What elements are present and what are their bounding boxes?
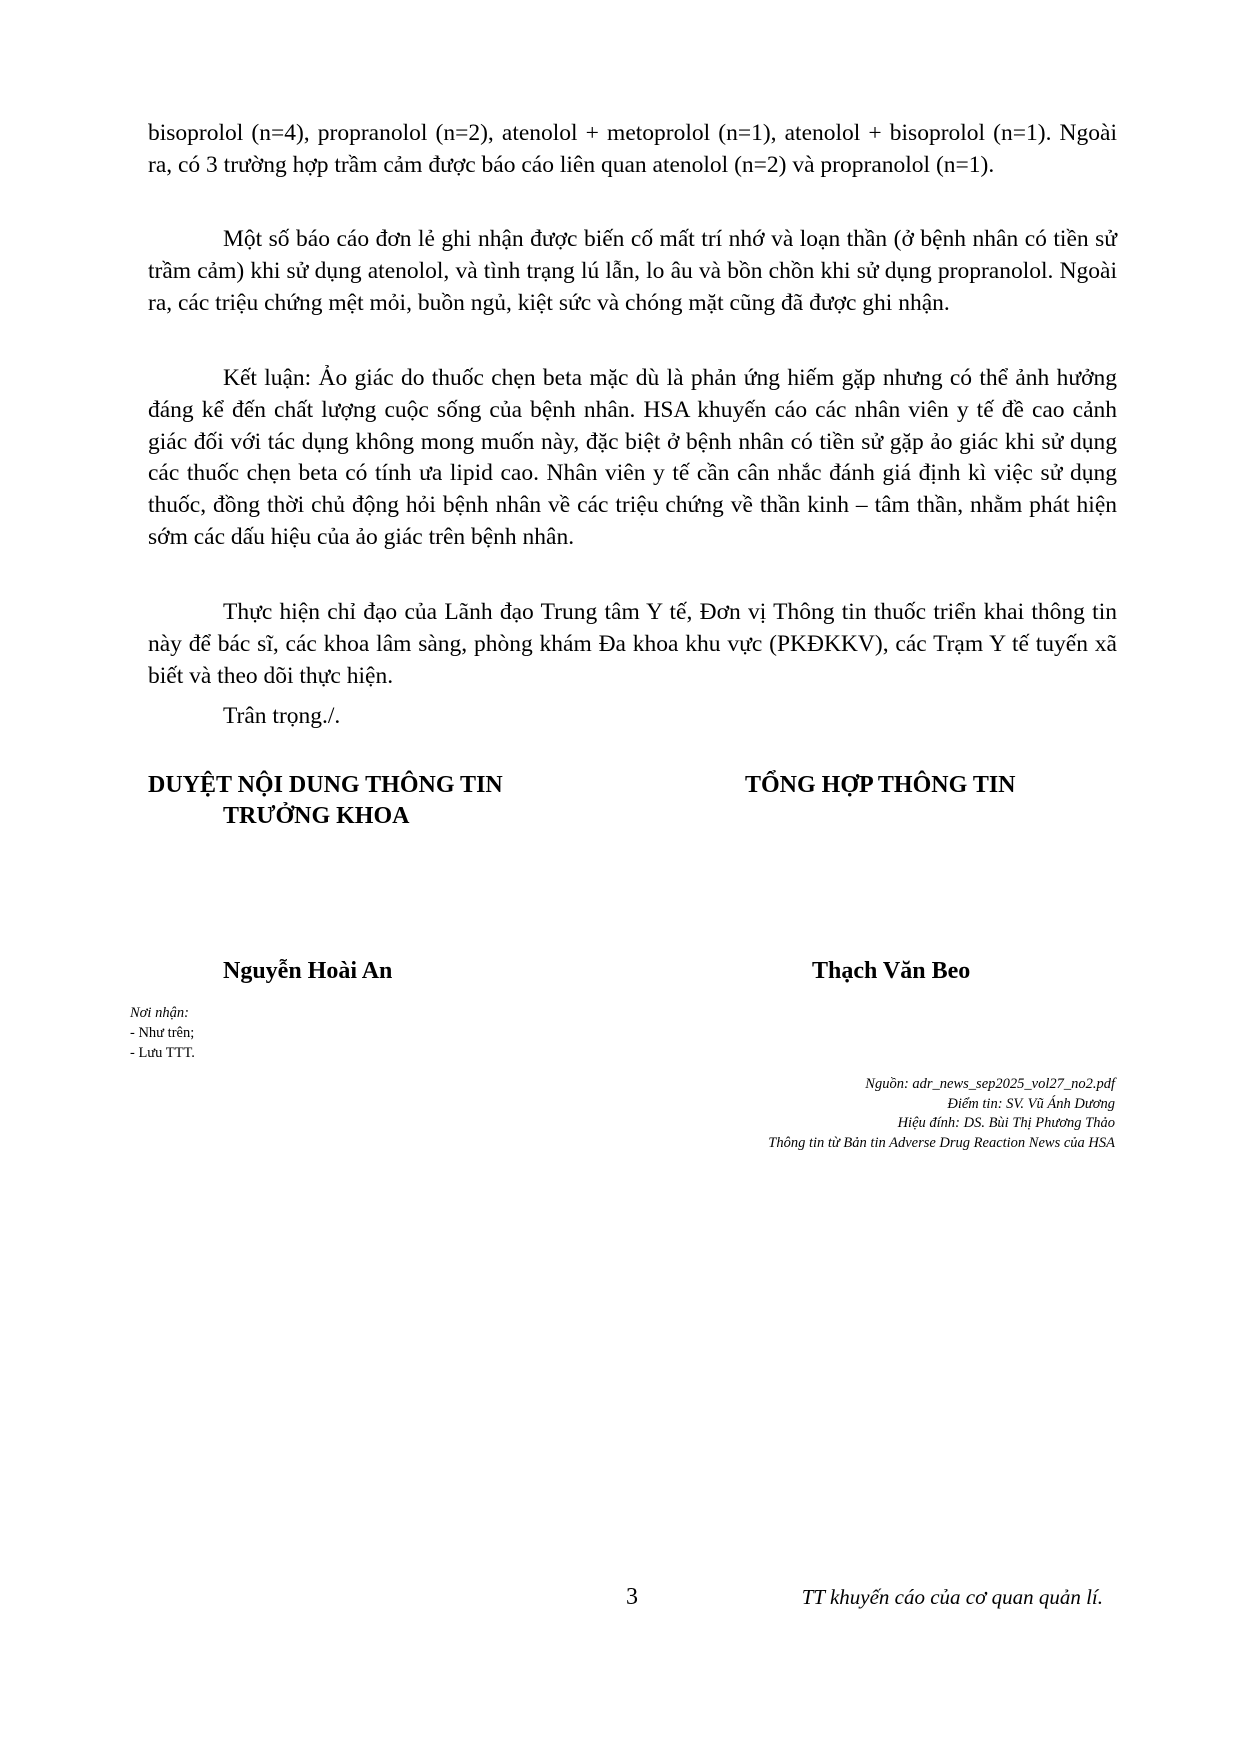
editor-credit: Hiệu đính: DS. Bùi Thị Phương Thảo (897, 1115, 1115, 1132)
paragraph-conclusion: Kết luận: Ảo giác do thuốc chẹn beta mặc dù là phản ứng hiếm gặp nhưng có thể ảnh hưởng đáng kể đến chất lượng cuộc sống của bệnh nhân. HSA khuyến cáo các nhân viên y tế đề cao cảnh giác đối với tác dụng không mong muốn này, đặc biệt ở bệnh nhân có tiền sử gặp ảo giác khi sử dụng các thuốc chẹn beta có tính ưa lipid cao. Nhân viên y tế cần cân nhắc đánh giá định kì việc sử dụng thuốc, đồng thời chủ động hỏi bệnh nhân về các triệu chứng về thần kinh – tâm thần, nhằm phát hiện sớm các dấu hiệu của ảo giác trên bệnh nhân. (148, 365, 1117, 550)
summary-credit: Điểm tin: SV. Vũ Ánh Dương (947, 1095, 1115, 1112)
closing-greeting: Trân trọng./. (223, 703, 341, 729)
recipients-title: Nơi nhận: (130, 1005, 189, 1021)
origin-credit: Thông tin từ Bản tin Adverse Drug Reaction News của HSA (768, 1134, 1115, 1151)
compiler-name: Thạch Văn Beo (812, 958, 971, 984)
recipients-block (130, 1003, 195, 1063)
paragraph-beta-blocker-cases: bisoprolol (n=4), propranolol (n=2), atenolol + metoprolol (n=1), atenolol + bisoprolol (n=1). Ngoài ra, có 3 trường hợp trầm cảm được báo cáo liên quan atenolol (n=2) và propranolol (n=1). (148, 120, 1117, 178)
source-credit: Nguồn: adr_news_sep2025_vol27_no2.pdf (865, 1076, 1115, 1092)
paragraph-implementation: Thực hiện chỉ đạo của Lãnh đạo Trung tâm Y tế, Đơn vị Thông tin thuốc triển khai thông tin này để bác sĩ, các khoa lâm sàng, phòng khám Đa khoa khu vực (PKĐKKV), các Trạm Y tế tuyến xã biết và theo dõi thực hiện. (148, 599, 1117, 689)
approval-title: DUYỆT NỘI DUNG THÔNG TIN (148, 772, 503, 798)
approver-position: TRƯỞNG KHOA (223, 803, 410, 829)
credits-block (768, 1075, 1115, 1153)
approver-name: Nguyễn Hoài An (223, 958, 393, 984)
footer-note: TT khuyến cáo của cơ quan quản lí. (801, 1585, 1103, 1609)
recipient-item: - Lưu TTT. (130, 1045, 195, 1061)
paragraph-isolated-reports: Một số báo cáo đơn lẻ ghi nhận được biến cố mất trí nhớ và loạn thần (ở bệnh nhân có tiền sử trầm cảm) khi sử dụng atenolol, và tình trạng lú lẫn, lo âu và bồn chồn khi sử dụng propranolol. Ngoài ra, các triệu chứng mệt mỏi, buồn ngủ, kiệt sức và chóng mặt cũng đã được ghi nhận. (148, 226, 1117, 316)
compiler-title: TỔNG HỢP THÔNG TIN (745, 772, 1016, 798)
page-number: 3 (626, 1584, 638, 1610)
recipient-item: - Như trên; (130, 1025, 195, 1041)
